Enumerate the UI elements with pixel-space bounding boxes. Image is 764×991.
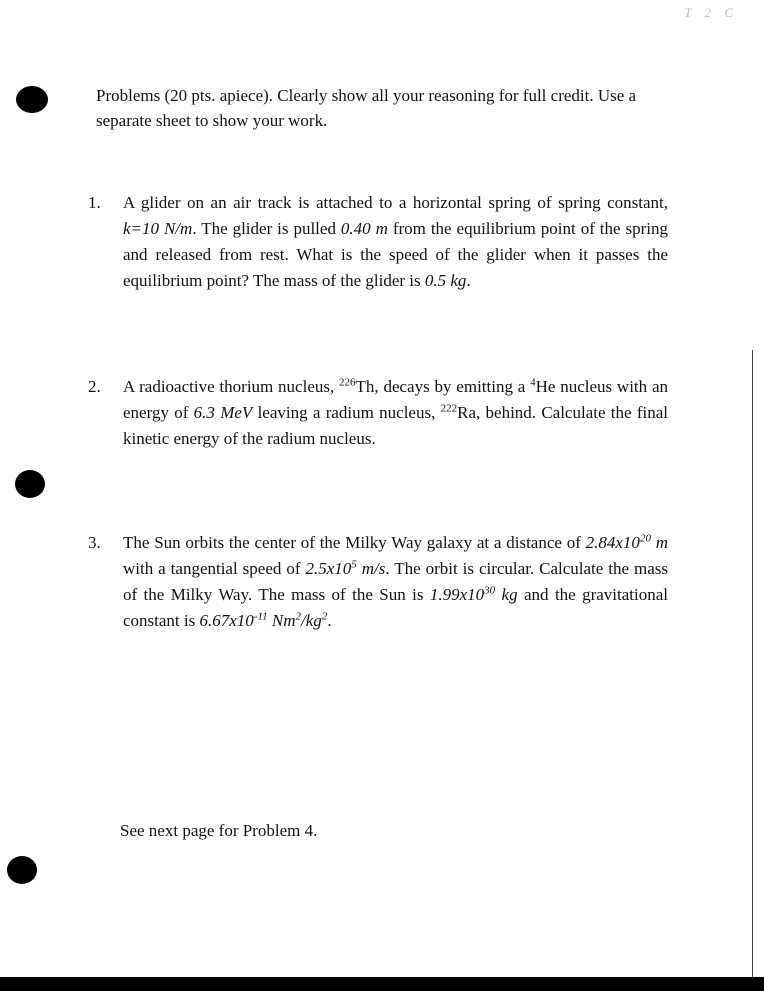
value-unit: Nm [267, 611, 296, 630]
problem-number: 2. [88, 377, 101, 396]
orbit-distance [586, 533, 668, 552]
corner-mark: T 2 C [684, 5, 738, 20]
gravitational-constant [200, 611, 328, 630]
text-run: with a tangential speed of [123, 559, 306, 578]
punch-hole-top [16, 86, 48, 113]
pull-distance: 0.40 m [340, 219, 388, 238]
tangential-speed [305, 559, 385, 578]
text-run: from the equilibrium point of the spring and released from rest. What is the speed of the glider when it passes the equilibrium point? The mass of the glider is [123, 219, 669, 290]
value-unit: /kg [301, 611, 322, 630]
alpha-energy: 6.3 MeV [193, 403, 253, 422]
problem-number: 3. [88, 533, 101, 552]
problem-text [123, 190, 668, 294]
problem-text [123, 530, 668, 634]
thorium-mass-number: 226 [339, 376, 356, 389]
problem-2 [88, 374, 668, 452]
text-run: The Sun orbits the center of the Milky Way galaxy at a distance of [123, 533, 586, 552]
value-base: 1.99x10 [429, 585, 485, 604]
text-run: and the gravitational constant is [123, 585, 669, 630]
sun-mass [430, 585, 518, 604]
next-page-note: See next page for Problem 4. [120, 821, 318, 840]
text-run: . [327, 611, 332, 630]
radium-mass-number: 222 [440, 402, 458, 415]
value-base: 6.67x10 [199, 611, 254, 630]
text-run: . [466, 271, 471, 290]
text-run: . The orbit is circular. Calculate the mass of the Milky Way. The mass of the Sun is [123, 559, 668, 604]
value-exponent: 2 [321, 610, 328, 623]
problem-text [123, 374, 668, 452]
radium-symbol: Ra [457, 403, 476, 422]
problem-1 [88, 190, 668, 294]
text-run: . The glider is pulled [192, 219, 341, 238]
value-unit: m [650, 533, 668, 552]
thorium-symbol: Th [355, 377, 375, 396]
glider-mass: 0.5 kg [424, 271, 467, 290]
value-exponent: 30 [484, 584, 496, 597]
problem-3 [88, 530, 668, 634]
problem-number: 1. [88, 193, 101, 212]
text-run: , decays by emitting a [374, 377, 531, 396]
value-exponent: -11 [253, 610, 268, 623]
scan-edge-line [752, 350, 753, 977]
spring-constant: k=10 N/m [123, 219, 193, 238]
text-run: A glider on an air track is attached to a horizontal spring of spring constant, [123, 193, 668, 212]
value-exponent: 2 [295, 610, 302, 623]
text-run: nucleus with an energy of [123, 377, 668, 422]
value-unit: m/s [356, 559, 386, 578]
text-run: A radioactive thorium nucleus, [123, 377, 340, 396]
helium-mass-number: 4 [530, 376, 536, 389]
value-base: 2.84x10 [585, 533, 640, 552]
instructions: Problems (20 pts. apiece). Clearly show all your reasoning for full credit. Use a separate sheet to show your work. [96, 86, 637, 130]
value-exponent: 5 [351, 558, 357, 571]
scan-bottom-edge [0, 977, 764, 991]
value-exponent: 20 [639, 532, 651, 545]
value-unit: kg [495, 585, 518, 604]
value-base: 2.5x10 [305, 559, 352, 578]
helium-symbol: He [535, 377, 556, 396]
text-run: , behind. Calculate the final kinetic energy of the radium nucleus. [123, 403, 668, 448]
text-run: leaving a radium nucleus, [252, 403, 441, 422]
punch-hole-bottom [7, 856, 37, 884]
punch-hole-middle [15, 470, 45, 498]
